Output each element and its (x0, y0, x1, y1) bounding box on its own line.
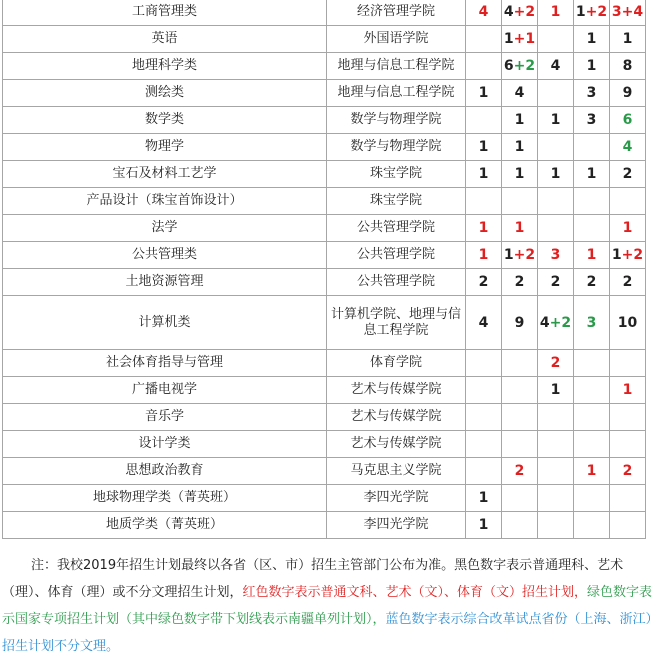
quota-value: 2 (622, 274, 633, 290)
quota-cell (610, 269, 646, 296)
quota-cell (610, 215, 646, 242)
table-row (3, 26, 646, 53)
quota-cell (574, 161, 610, 188)
quota-value: 3 (586, 314, 597, 331)
quota-cell (466, 80, 502, 107)
quota-cell (574, 188, 610, 215)
quota-value: 4 (550, 58, 561, 74)
major-name: 数学类 (3, 107, 327, 134)
quota-cell (502, 377, 538, 404)
quota-cell (610, 512, 646, 539)
quota-value: 8 (622, 58, 633, 74)
quota-cell (538, 458, 574, 485)
quota-cell (502, 53, 538, 80)
footnote-black: 注：我校2019年招生计划最终以各省（区、市）招生主管部门公布为准。黑色数字表示普通理科、艺术（理）、体育（理）或不分文理招生计划， (2, 558, 624, 600)
quota-cell (610, 134, 646, 161)
quota-cell (538, 134, 574, 161)
major-name: 英语 (3, 26, 327, 53)
quota-cell (466, 26, 502, 53)
quota-cell (538, 512, 574, 539)
college-name: 外国语学院 (327, 26, 466, 53)
major-name: 地理科学类 (3, 53, 327, 80)
quota-cell (574, 242, 610, 269)
college-name: 地理与信息工程学院 (327, 80, 466, 107)
quota-part: 1 (503, 31, 514, 47)
quota-cell (610, 0, 646, 26)
quota-cell (610, 377, 646, 404)
quota-cell (538, 215, 574, 242)
quota-value: 3 (586, 112, 597, 128)
major-name: 工商管理类 (3, 0, 327, 26)
quota-cell (466, 512, 502, 539)
quota-value: 1 (586, 463, 597, 479)
table-row (3, 215, 646, 242)
quota-value: 1 (586, 166, 597, 182)
enrollment-plan-table (2, 0, 646, 539)
quota-cell (466, 215, 502, 242)
quota-cell (466, 188, 502, 215)
quota-value: 6 (622, 112, 633, 128)
table-row (3, 0, 646, 26)
quota-cell (502, 107, 538, 134)
quota-value: 1 (586, 58, 597, 74)
table-row (3, 350, 646, 377)
quota-cell (466, 0, 502, 26)
quota-value: 1 (550, 166, 561, 182)
major-name: 广播电视学 (3, 377, 327, 404)
quota-value: 1 (622, 31, 633, 47)
college-name: 地理与信息工程学院 (327, 53, 466, 80)
college-name: 珠宝学院 (327, 188, 466, 215)
quota-cell (574, 431, 610, 458)
college-name: 计算机学院、地理与信息工程学院 (327, 296, 466, 350)
table-body (3, 0, 646, 539)
college-name: 马克思主义学院 (327, 458, 466, 485)
table-row (3, 53, 646, 80)
table-row (3, 377, 646, 404)
quota-cell (538, 188, 574, 215)
quota-cell (574, 107, 610, 134)
quota-value: 1 (514, 220, 525, 236)
quota-cell (610, 161, 646, 188)
quota-cell (610, 26, 646, 53)
quota-cell (574, 512, 610, 539)
quota-value: 2 (514, 274, 525, 290)
footnote-blue: 蓝色数字表示综合改革试点省份（上海、浙江）招生计划不分文理。 (2, 612, 653, 654)
major-name: 土地资源管理 (3, 269, 327, 296)
quota-value: 4 (478, 4, 489, 20)
quota-cell (502, 485, 538, 512)
quota-cell (466, 53, 502, 80)
quota-value: 1 (478, 166, 489, 182)
quota-value: 4 (478, 314, 489, 331)
quota-value: 9 (622, 85, 633, 101)
quota-value: 3 (550, 247, 561, 263)
quota-value: 2 (622, 463, 633, 479)
quota-value: 2 (478, 274, 489, 290)
quota-cell (466, 269, 502, 296)
quota-part: 1 (503, 247, 514, 263)
major-name: 产品设计（珠宝首饰设计） (3, 188, 327, 215)
quota-cell (610, 242, 646, 269)
table-row (3, 134, 646, 161)
quota-value: 2 (550, 355, 561, 371)
college-name: 艺术与传媒学院 (327, 431, 466, 458)
quota-cell (502, 512, 538, 539)
quota-cell (466, 485, 502, 512)
quota-cell (610, 458, 646, 485)
quota-value: 1 (478, 517, 489, 533)
quota-cell (502, 296, 538, 350)
quota-cell (610, 350, 646, 377)
quota-cell (574, 80, 610, 107)
quota-cell (502, 269, 538, 296)
major-name: 音乐学 (3, 404, 327, 431)
quota-value: 10 (617, 314, 638, 331)
quota-cell (502, 404, 538, 431)
college-name: 公共管理学院 (327, 269, 466, 296)
table-row (3, 107, 646, 134)
quota-value: 1 (478, 85, 489, 101)
college-name: 艺术与传媒学院 (327, 377, 466, 404)
quota-cell (574, 0, 610, 26)
quota-part: +2 (513, 4, 536, 20)
major-name: 思想政治教育 (3, 458, 327, 485)
quota-value: 1 (622, 382, 633, 398)
quota-cell (538, 0, 574, 26)
quota-value: 4 (622, 139, 633, 155)
quota-cell (502, 215, 538, 242)
quota-value: 2 (622, 166, 633, 182)
quota-value: 1 (586, 31, 597, 47)
quota-part: 3 (611, 4, 622, 20)
quota-cell (574, 53, 610, 80)
quota-cell (538, 269, 574, 296)
quota-cell (538, 431, 574, 458)
quota-cell (574, 458, 610, 485)
major-name: 宝石及材料工艺学 (3, 161, 327, 188)
quota-value: 1 (550, 382, 561, 398)
quota-cell (538, 242, 574, 269)
college-name: 数学与物理学院 (327, 134, 466, 161)
quota-cell (610, 404, 646, 431)
quota-cell (502, 26, 538, 53)
quota-cell (610, 188, 646, 215)
quota-cell (466, 107, 502, 134)
table-row (3, 296, 646, 350)
quota-value: 1 (514, 139, 525, 155)
quota-cell (610, 296, 646, 350)
major-name: 公共管理类 (3, 242, 327, 269)
quota-value: 1 (550, 112, 561, 128)
college-name: 李四光学院 (327, 485, 466, 512)
major-name: 法学 (3, 215, 327, 242)
quota-part: 1 (575, 4, 586, 20)
quota-cell (502, 350, 538, 377)
quota-cell (502, 458, 538, 485)
quota-part: +2 (513, 247, 536, 263)
quota-cell (610, 53, 646, 80)
quota-cell (610, 107, 646, 134)
quota-value: 1 (478, 490, 489, 506)
quota-cell (538, 161, 574, 188)
quota-cell (538, 404, 574, 431)
college-name: 公共管理学院 (327, 215, 466, 242)
table-row (3, 80, 646, 107)
quota-cell (538, 107, 574, 134)
major-name: 物理学 (3, 134, 327, 161)
quota-value: 3 (586, 85, 597, 101)
college-name: 体育学院 (327, 350, 466, 377)
major-name: 地球物理学类（菁英班） (3, 485, 327, 512)
quota-part: +4 (621, 4, 644, 20)
table-row (3, 458, 646, 485)
quota-part: +2 (585, 4, 608, 20)
quota-value: 2 (586, 274, 597, 290)
quota-value: 1 (514, 112, 525, 128)
quota-cell (538, 53, 574, 80)
quota-value: 1 (586, 247, 597, 263)
quota-cell (466, 350, 502, 377)
table-row (3, 404, 646, 431)
college-name: 李四光学院 (327, 512, 466, 539)
quota-part: +1 (513, 31, 536, 47)
college-name: 公共管理学院 (327, 242, 466, 269)
college-name: 艺术与传媒学院 (327, 404, 466, 431)
table-row (3, 512, 646, 539)
quota-cell (466, 431, 502, 458)
quota-part: 6 (503, 58, 514, 74)
footnote (2, 552, 654, 660)
quota-cell (538, 296, 574, 350)
footnote-green: 绿色数字表示国家专项招生计划（其中绿色数字带下划线表示南疆单列计划）， (2, 585, 653, 627)
quota-cell (610, 485, 646, 512)
table-row (3, 242, 646, 269)
quota-value: 1 (478, 139, 489, 155)
quota-cell (574, 26, 610, 53)
quota-cell (466, 377, 502, 404)
quota-value: 1 (514, 166, 525, 182)
quota-cell (610, 431, 646, 458)
quota-part: +2 (549, 314, 572, 331)
college-name: 经济管理学院 (327, 0, 466, 26)
quota-cell (466, 458, 502, 485)
quota-value: 1 (478, 247, 489, 263)
quota-cell (466, 242, 502, 269)
quota-cell (574, 296, 610, 350)
major-name: 社会体育指导与管理 (3, 350, 327, 377)
footnote-red: 红色数字表示普通文科、艺术（文）、体育（文）招生计划， (242, 585, 588, 600)
quota-part: 1 (611, 247, 622, 263)
quota-cell (574, 404, 610, 431)
table-row (3, 161, 646, 188)
quota-part: 4 (503, 4, 514, 20)
quota-cell (502, 134, 538, 161)
quota-cell (538, 26, 574, 53)
table-row (3, 485, 646, 512)
college-name: 珠宝学院 (327, 161, 466, 188)
quota-cell (466, 404, 502, 431)
quota-cell (574, 134, 610, 161)
quota-cell (574, 215, 610, 242)
quota-cell (502, 80, 538, 107)
quota-part: +2 (513, 58, 536, 74)
major-name: 计算机类 (3, 296, 327, 350)
quota-cell (610, 80, 646, 107)
quota-value: 2 (550, 274, 561, 290)
quota-value: 2 (514, 463, 525, 479)
major-name: 地质学类（菁英班） (3, 512, 327, 539)
quota-part: +2 (621, 247, 644, 263)
quota-cell (574, 269, 610, 296)
quota-cell (502, 188, 538, 215)
table-row (3, 188, 646, 215)
quota-value: 1 (622, 220, 633, 236)
quota-value: 1 (550, 4, 561, 20)
quota-cell (466, 134, 502, 161)
quota-value: 9 (514, 314, 525, 331)
quota-cell (502, 0, 538, 26)
college-name: 数学与物理学院 (327, 107, 466, 134)
quota-cell (502, 431, 538, 458)
major-name: 测绘类 (3, 80, 327, 107)
quota-value: 4 (514, 85, 525, 101)
table-row (3, 269, 646, 296)
quota-cell (538, 350, 574, 377)
table-row (3, 431, 646, 458)
major-name: 设计学类 (3, 431, 327, 458)
quota-cell (574, 377, 610, 404)
quota-cell (538, 485, 574, 512)
quota-value: 1 (478, 220, 489, 236)
quota-part: 4 (539, 314, 550, 331)
quota-cell (574, 485, 610, 512)
quota-cell (574, 350, 610, 377)
quota-cell (466, 296, 502, 350)
quota-cell (466, 161, 502, 188)
quota-cell (538, 377, 574, 404)
quota-cell (538, 80, 574, 107)
quota-cell (502, 242, 538, 269)
quota-cell (502, 161, 538, 188)
